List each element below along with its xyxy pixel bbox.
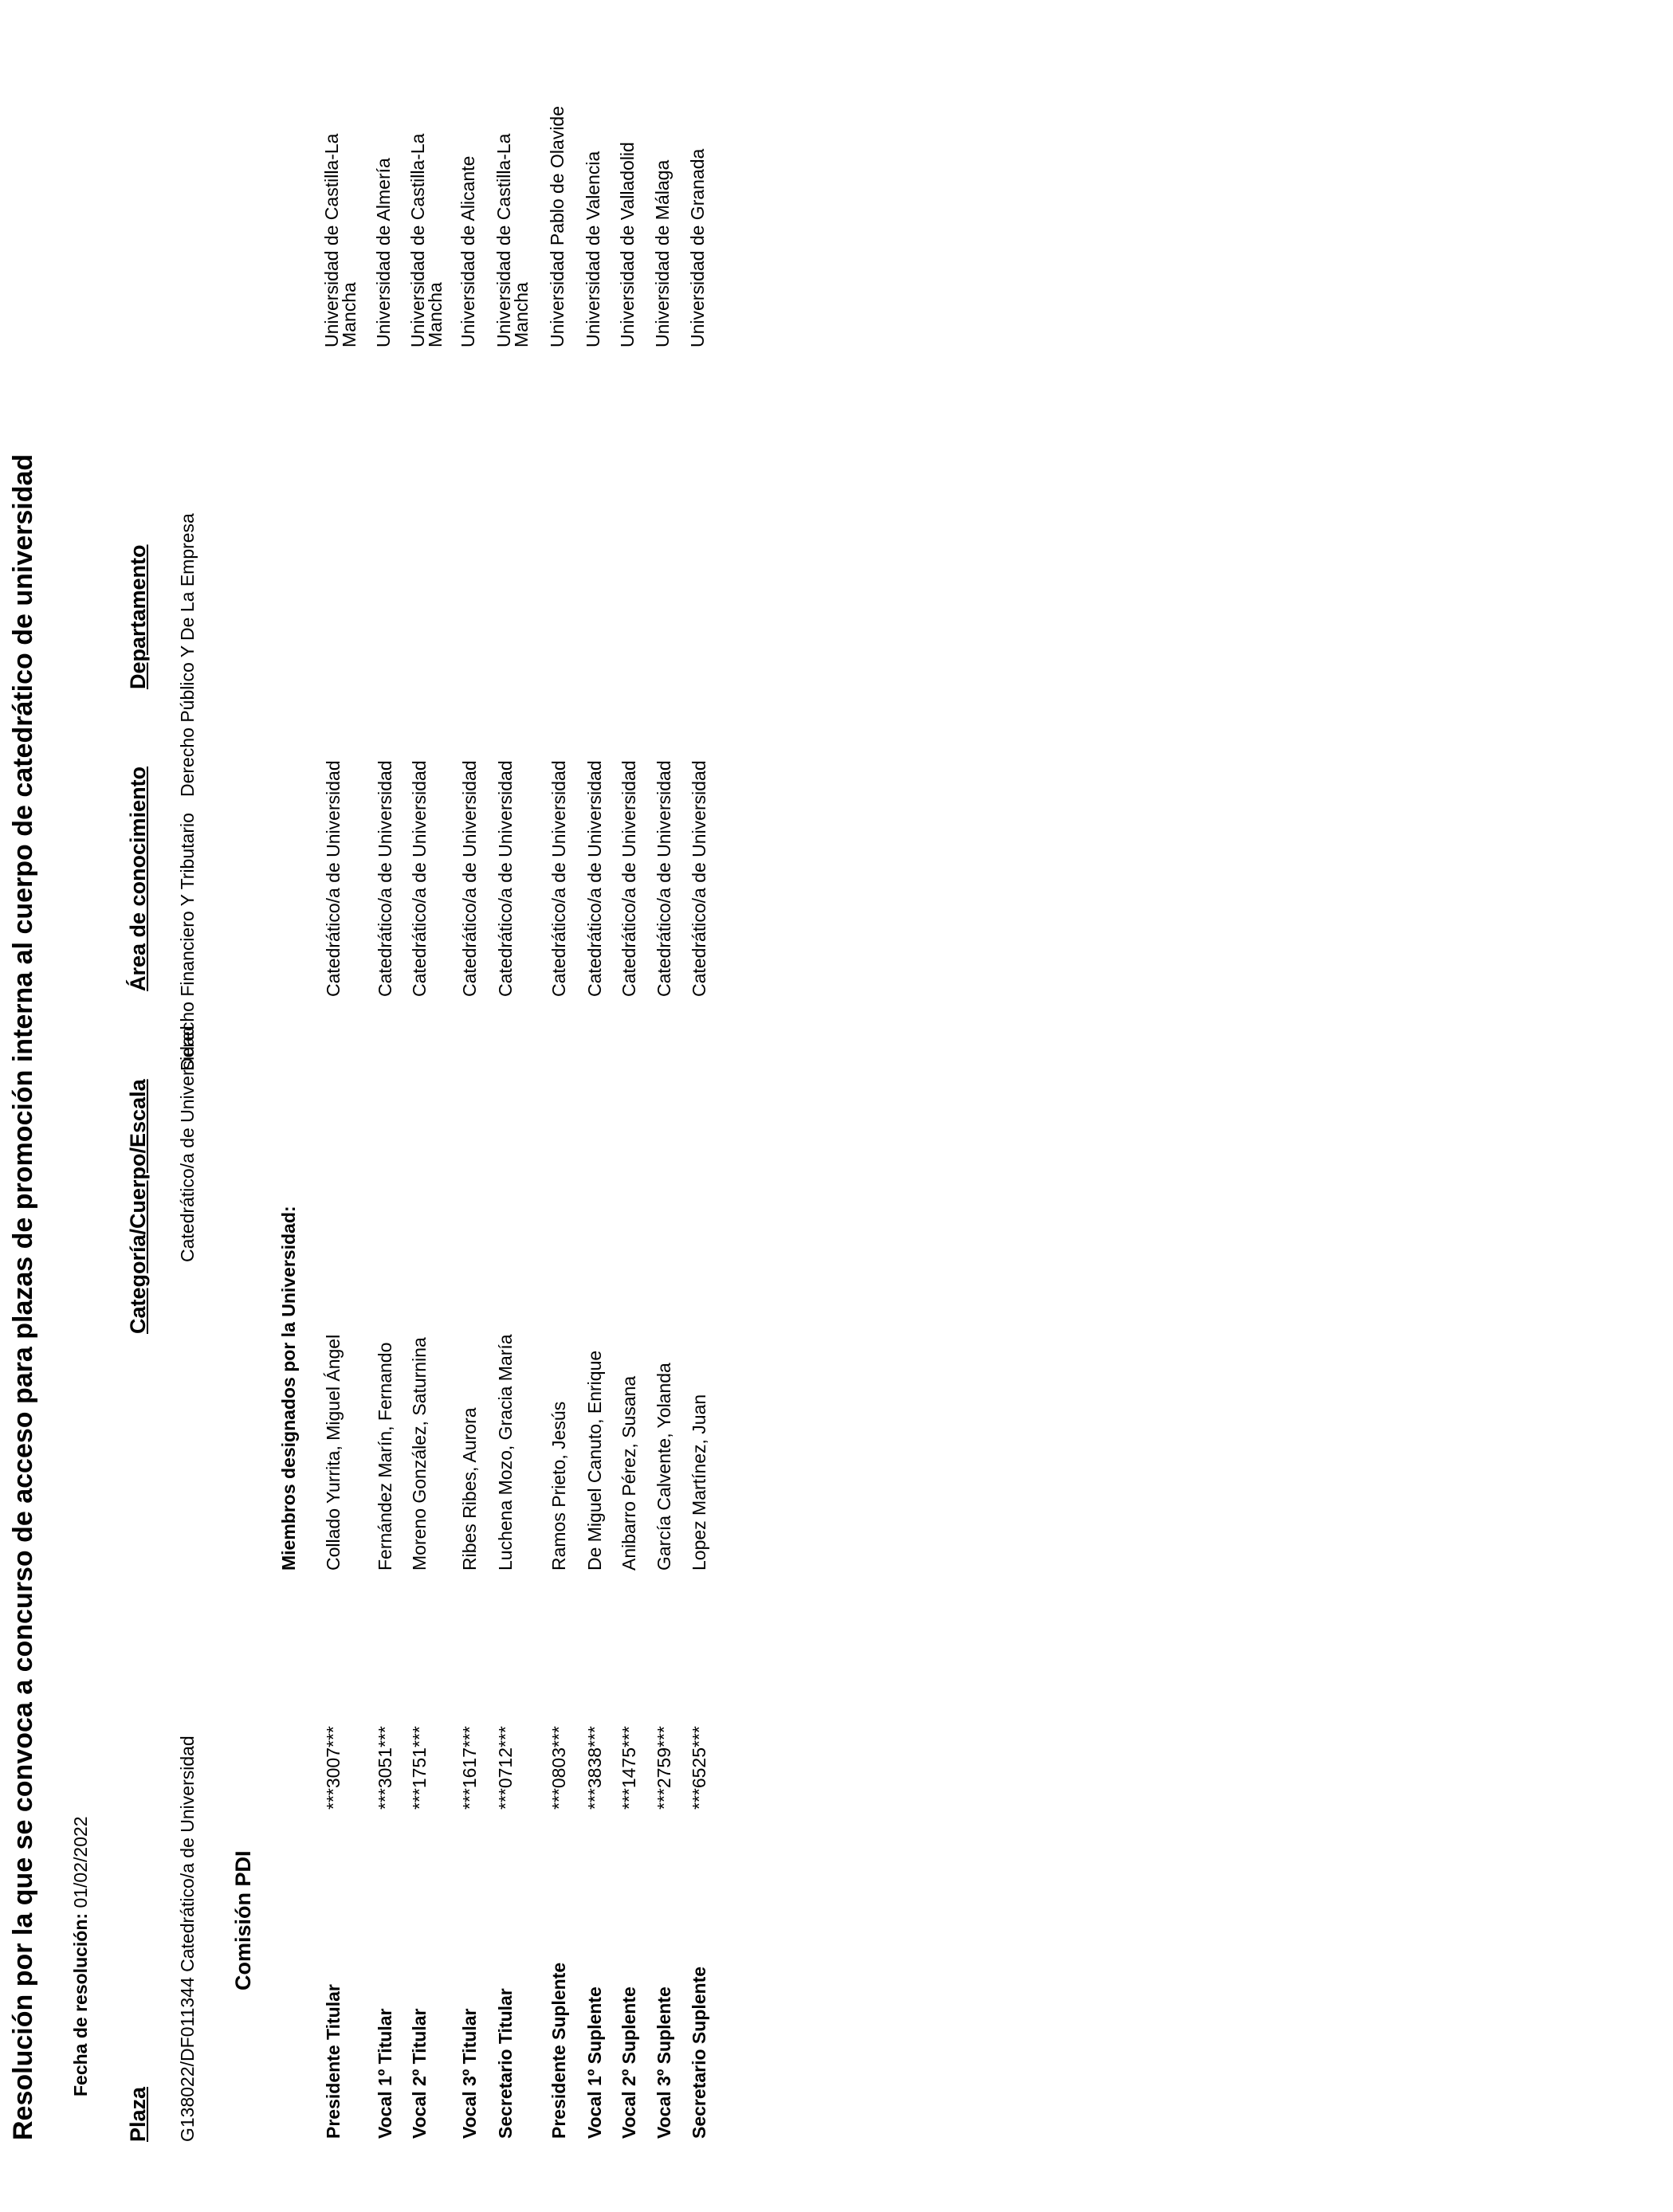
member-role: Vocal 3º Suplente — [654, 1986, 674, 2139]
member-name: Luchena Mozo, Gracia María — [495, 1334, 516, 1571]
member-categoria: Catedrático/a de Universidad — [689, 760, 709, 997]
resolution-date-value: 01/02/2022 — [70, 1816, 91, 1908]
member-role: Vocal 2º Suplente — [619, 1986, 639, 2139]
member-categoria: Catedrático/a de Universidad — [409, 760, 430, 997]
header-categoria: Categoría/Cuerpo/Escala — [126, 1079, 150, 1334]
member-universidad: Universidad de Alicante — [458, 155, 478, 347]
member-universidad: Universidad de Granada — [687, 148, 708, 347]
member-id: ***1751*** — [409, 1726, 430, 1810]
member-name: Lopez Martínez, Juan — [689, 1394, 709, 1571]
member-categoria: Catedrático/a de Universidad — [654, 760, 674, 997]
resolution-date — [70, 1816, 92, 2096]
member-universidad: Universidad de Castilla-La Mancha — [321, 133, 359, 347]
member-universidad: Universidad de Málaga — [652, 159, 673, 347]
comision-title: Comisión PDI — [231, 1850, 255, 1990]
member-role: Vocal 1º Suplente — [584, 1986, 605, 2139]
member-id: ***6525*** — [689, 1726, 709, 1810]
member-universidad: Universidad de Valencia — [583, 151, 603, 347]
resolution-date-label: Fecha de resolución: — [70, 1912, 91, 2096]
member-id: ***1475*** — [619, 1726, 639, 1810]
header-area: Área de conocimiento — [126, 766, 150, 991]
member-categoria: Catedrático/a de Universidad — [548, 760, 569, 997]
categoria-value: Catedrático/a de Universidad — [177, 1026, 198, 1262]
member-role: Presidente Suplente — [548, 1962, 569, 2139]
member-name: Collado Yurrita, Miguel Ángel — [323, 1334, 344, 1571]
member-universidad: Universidad de Almería — [373, 158, 394, 347]
member-universidad: Universidad de Valladolid — [617, 142, 638, 347]
member-id: ***3051*** — [375, 1726, 395, 1810]
member-role: Secretario Titular — [495, 1988, 516, 2139]
member-universidad: Universidad de Castilla-La Mancha — [493, 133, 532, 347]
member-id: ***0803*** — [548, 1726, 569, 1810]
member-id: ***3838*** — [584, 1726, 605, 1810]
member-role: Secretario Suplente — [689, 1966, 709, 2139]
member-id: ***1617*** — [459, 1726, 480, 1810]
member-name: Anibarro Pérez, Susana — [619, 1375, 639, 1571]
member-name: Ramos Prieto, Jesús — [548, 1401, 569, 1571]
member-categoria: Catedrático/a de Universidad — [375, 760, 395, 997]
member-universidad: Universidad Pablo de Olavide — [547, 105, 567, 347]
member-categoria: Catedrático/a de Universidad — [495, 760, 516, 997]
member-name: Moreno González, Saturnina — [409, 1337, 430, 1571]
member-role: Vocal 3º Titular — [459, 2008, 480, 2139]
member-categoria: Catedrático/a de Universidad — [584, 760, 605, 997]
member-role: Vocal 2º Titular — [409, 2008, 430, 2139]
member-name: Ribes Ribes, Aurora — [459, 1407, 480, 1571]
member-id: ***2759*** — [654, 1726, 674, 1810]
member-id: ***0712*** — [495, 1726, 516, 1810]
member-categoria: Catedrático/a de Universidad — [619, 760, 639, 997]
member-role: Presidente Titular — [323, 1984, 344, 2139]
area-value: Derecho Financiero Y Tributario — [177, 813, 198, 1071]
member-name: García Calvente, Yolanda — [654, 1363, 674, 1571]
comision-subtitle: Miembros designados por la Universidad: — [278, 1206, 299, 1571]
member-role: Vocal 1º Titular — [375, 2008, 395, 2139]
header-departamento: Departamento — [126, 544, 150, 689]
member-name: De Miguel Canuto, Enrique — [584, 1350, 605, 1571]
member-categoria: Catedrático/a de Universidad — [323, 760, 344, 997]
header-plaza: Plaza — [126, 2086, 150, 2142]
member-categoria: Catedrático/a de Universidad — [459, 760, 480, 997]
member-universidad: Universidad de Castilla-La Mancha — [407, 133, 446, 347]
plaza-value: G138022/DF011344 Catedrático/a de Universidad — [177, 1735, 198, 2142]
member-id: ***3007*** — [323, 1726, 344, 1810]
document-title: Resolución por la que se convoca a concurso de acceso para plazas de promoción interna al cuerpo de catedrático de universidad — [8, 453, 38, 2140]
member-name: Fernández Marín, Fernando — [375, 1342, 395, 1571]
departamento-value: Derecho Público Y De La Empresa — [177, 513, 198, 797]
